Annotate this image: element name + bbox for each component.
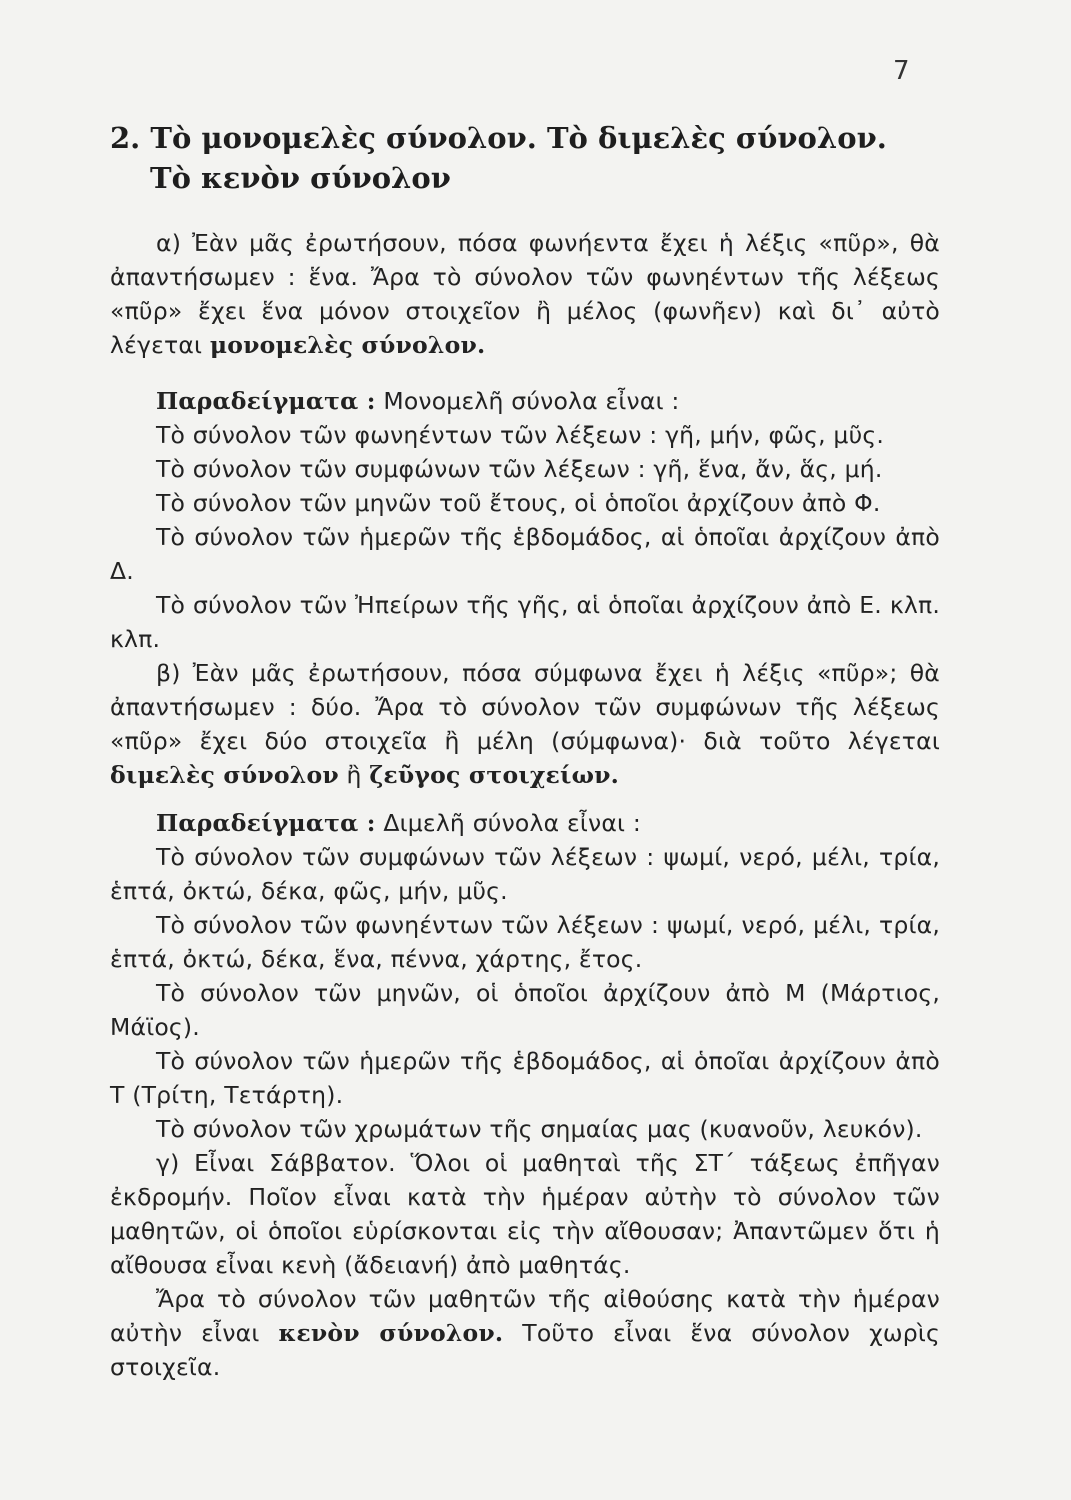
examples-a-intro (110, 384, 940, 418)
example-b-1: Τὸ σύνολον τῶν συμφώνων τῶν λέξεων : ψωμί, νερό, μέλι, τρία, ἑπτά, ὀκτώ, δέκα, φῶς, μήν, μῦς. (110, 843, 940, 905)
paragraph-b-or: ἢ (346, 761, 362, 789)
conclusion-before: Ἄρα τὸ σύνολον τῶν μαθητῶν τῆς αἰθούσης κατὰ τὴν ἡμέραν αὐτὴν εἶναι (110, 1285, 940, 1347)
paragraph-b-text: β) Ἐὰν μᾶς ἐρωτήσουν, πόσα σύμφωνα ἔχει ἡ λέξις «πῦρ»; θὰ ἀπαντήσωμεν : δύο. Ἄρα τὸ σύνολον τῶν συμφώνων τῆς λέξεως «πῦρ» ἔχει δύο στοιχεῖα ἢ μέλη (σύμφωνα)· διὰ τοῦτο λέγεται (110, 659, 940, 755)
example-b-5: Τὸ σύνολον τῶν χρωμάτων τῆς σημαίας μας (κυανοῦν, λευκόν). (156, 1115, 923, 1143)
examples-b-label: Παραδείγματα : (156, 809, 376, 837)
example-b-3: Τὸ σύνολον τῶν μηνῶν, οἱ ὁποῖοι ἀρχίζουν ἀπὸ Μ (Μάρτιος, Μάϊος). (110, 979, 940, 1041)
examples-a-label: Παραδείγματα : (156, 387, 376, 415)
paragraph-a (110, 226, 940, 362)
heading-line-1: 2. Τὸ μονομελὲς σύνολον. Τὸ διμελὲς σύνολον. (110, 121, 887, 155)
example-a-1: Τὸ σύνολον τῶν φωνηέντων τῶν λέξεων : γῆ, μήν, φῶς, μῦς. (156, 421, 885, 449)
example-a-4: Τὸ σύνολον τῶν ἡμερῶν τῆς ἑβδομάδος, αἱ ὁποῖαι ἀρχίζουν ἀπὸ Δ. (110, 523, 940, 585)
term-monomeles: μονομελὲς σύνολον. (209, 331, 486, 359)
term-dimeles: διμελὲς σύνολον (110, 761, 339, 789)
page-content (110, 118, 940, 1384)
term-kenon: κενὸν σύνολον. (278, 1319, 504, 1347)
example-a-5: Τὸ σύνολον τῶν Ἠπείρων τῆς γῆς, αἱ ὁποῖαι ἀρχίζουν ἀπὸ Ε. κλπ. κλπ. (110, 591, 940, 653)
paragraph-a-text: α) Ἐὰν μᾶς ἐρωτήσουν, πόσα φωνήεντα ἔχει ἡ λέξις «πῦρ», θὰ ἀπαντήσωμεν : ἕνα. Ἄρα τὸ σύνολον τῶν φωνηέντων τῆς λέξεως «πῦρ» ἔχει ἕνα μόνον στοιχεῖον ἢ μέλος (φωνῆεν) καὶ δι᾽ αὐτὸ λέγεται (110, 229, 940, 359)
examples-b-intro (110, 806, 940, 840)
examples-b-intro-text: Διμελῆ σύνολα εἶναι : (383, 809, 641, 837)
example-b-2: Τὸ σύνολον τῶν φωνηέντων τῶν λέξεων : ψωμί, νερό, μέλι, τρία, ἑπτά, ὀκτώ, δέκα, ἕνα, πέννα, χάρτης, ἔτος. (110, 911, 940, 973)
paragraph-b (110, 656, 940, 792)
conclusion-after: Τοῦτο εἶναι ἕνα σύνολον χωρὶς στοιχεῖα. (110, 1319, 941, 1381)
example-b-4: Τὸ σύνολον τῶν ἡμερῶν τῆς ἑβδομάδος, αἱ ὁποῖαι ἀρχίζουν ἀπὸ Τ (Τρίτη, Τετάρτη). (110, 1047, 940, 1109)
page-number: 7 (893, 56, 910, 86)
example-a-3: Τὸ σύνολον τῶν μηνῶν τοῦ ἔτους, οἱ ὁποῖοι ἀρχίζουν ἀπὸ Φ. (156, 489, 881, 517)
examples-a-intro-text: Μονομελῆ σύνολα εἶναι : (383, 387, 680, 415)
paragraph-c-conclusion (110, 1282, 940, 1384)
term-zeugos: ζεῦγος στοιχείων. (369, 761, 620, 789)
paragraph-c: γ) Εἶναι Σάββατον. Ὅλοι οἱ μαθηταὶ τῆς ΣΤ´ τάξεως ἐπῆγαν ἐκδρομήν. Ποῖον εἶναι κατὰ τὴν ἡμέραν αὐτὴν τὸ σύνολον τῶν μαθητῶν, οἱ ὁποῖοι εὑρίσκονται εἰς τὴν αἴθουσαν; Ἀπαντῶμεν ὅτι ἡ αἴθουσα εἶναι κενὴ (ἄδειανή) ἀπὸ μαθητάς. (110, 1149, 940, 1279)
example-a-2: Τὸ σύνολον τῶν συμφώνων τῶν λέξεων : γῆ, ἕνα, ἄν, ἅς, μή. (156, 455, 883, 483)
heading-line-2: Τὸ κενὸν σύνολον (150, 161, 451, 195)
section-heading (110, 118, 940, 198)
